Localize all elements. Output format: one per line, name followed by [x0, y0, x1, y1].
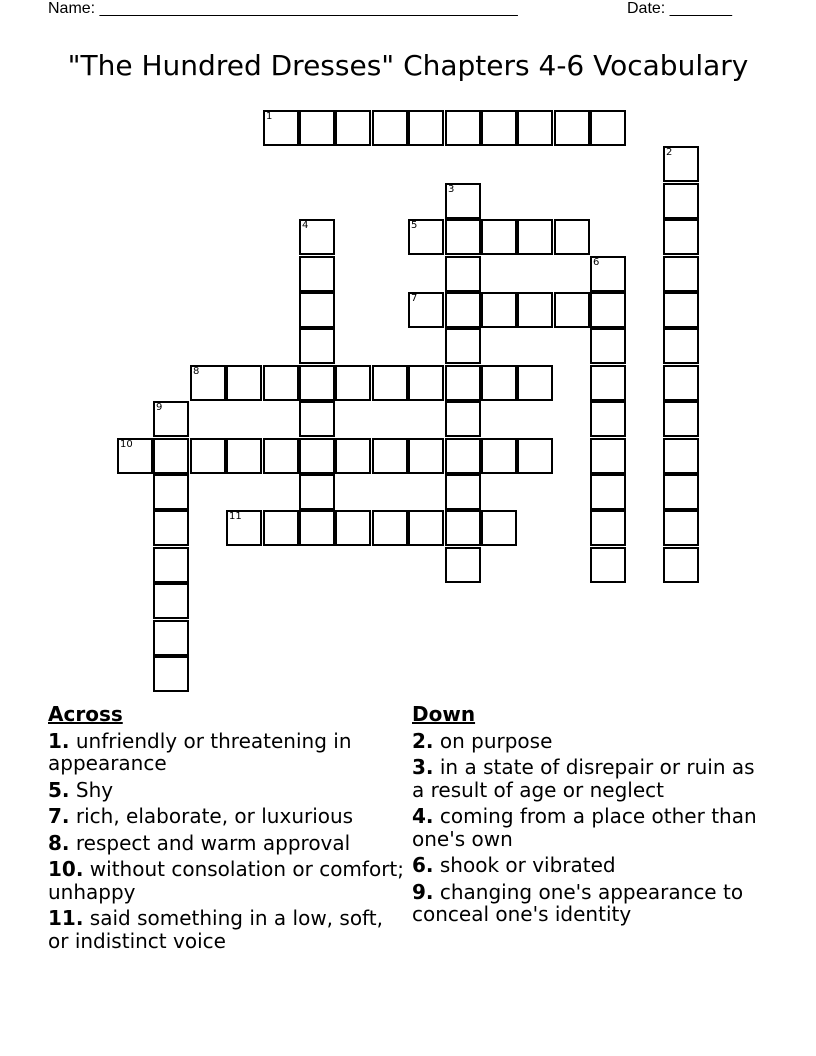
- grid-cell[interactable]: [554, 292, 590, 328]
- grid-cell[interactable]: [481, 438, 517, 474]
- grid-cell[interactable]: [408, 438, 444, 474]
- across-clues: [48, 703, 404, 956]
- clue-number-label: 2: [666, 147, 673, 158]
- grid-cell[interactable]: [445, 474, 481, 510]
- grid-cell[interactable]: [554, 219, 590, 255]
- grid-cell[interactable]: [445, 365, 481, 401]
- grid-cell[interactable]: [663, 510, 699, 546]
- grid-cell[interactable]: [663, 256, 699, 292]
- clue-number-label: 4: [302, 220, 309, 231]
- across-clue: 1. unfriendly or threatening in appearance: [48, 728, 352, 775]
- grid-cell[interactable]: [445, 292, 481, 328]
- clue-number-label: 8: [193, 366, 200, 377]
- grid-cell[interactable]: [408, 219, 444, 255]
- grid-cell[interactable]: [153, 474, 189, 510]
- grid-cell[interactable]: [590, 292, 626, 328]
- grid-cell[interactable]: [481, 510, 517, 546]
- grid-cell[interactable]: [299, 292, 335, 328]
- grid-cell[interactable]: [590, 328, 626, 364]
- clue-number-label: 3: [448, 184, 455, 195]
- grid-cell[interactable]: [226, 365, 262, 401]
- grid-cell[interactable]: [190, 365, 226, 401]
- grid-cell[interactable]: [299, 219, 335, 255]
- grid-cell[interactable]: [299, 510, 335, 546]
- grid-cell[interactable]: [372, 510, 408, 546]
- grid-cell[interactable]: [372, 110, 408, 146]
- grid-cell[interactable]: [590, 510, 626, 546]
- grid-cell[interactable]: [481, 219, 517, 255]
- down-clue: 9. changing one's appearance to conceal one's identity: [412, 879, 744, 926]
- date-field: Date: _______: [627, 0, 732, 17]
- grid-cell[interactable]: [663, 474, 699, 510]
- grid-cell[interactable]: [663, 365, 699, 401]
- grid-cell[interactable]: [517, 292, 553, 328]
- across-heading: Across: [48, 702, 123, 726]
- down-clue: 2. on purpose: [412, 728, 553, 753]
- grid-cell[interactable]: [408, 292, 444, 328]
- grid-cell[interactable]: [445, 219, 481, 255]
- grid-cell[interactable]: [590, 401, 626, 437]
- grid-cell[interactable]: [445, 110, 481, 146]
- grid-cell[interactable]: [299, 438, 335, 474]
- across-clue: 8. respect and warm approval: [48, 830, 351, 855]
- clue-number-label: 7: [411, 293, 418, 304]
- across-clue: 10. without consolation or comfort; unhappy: [48, 857, 404, 904]
- grid-cell[interactable]: [153, 438, 189, 474]
- grid-cell[interactable]: [663, 292, 699, 328]
- clue-number-label: 5: [411, 220, 418, 231]
- grid-cell[interactable]: [590, 438, 626, 474]
- grid-cell[interactable]: [372, 438, 408, 474]
- grid-cell[interactable]: [372, 365, 408, 401]
- grid-cell[interactable]: [299, 110, 335, 146]
- grid-cell[interactable]: [554, 110, 590, 146]
- grid-cell[interactable]: [445, 438, 481, 474]
- grid-cell[interactable]: [226, 510, 262, 546]
- grid-cell[interactable]: [445, 510, 481, 546]
- grid-cell[interactable]: [153, 620, 189, 656]
- grid-cell[interactable]: [299, 328, 335, 364]
- grid-cell[interactable]: [481, 292, 517, 328]
- grid-cell[interactable]: [481, 110, 517, 146]
- grid-cell[interactable]: [153, 401, 189, 437]
- grid-cell[interactable]: [263, 365, 299, 401]
- grid-cell[interactable]: [263, 438, 299, 474]
- grid-cell[interactable]: [335, 365, 371, 401]
- grid-cell[interactable]: [663, 401, 699, 437]
- clue-number-label: 10: [120, 439, 133, 450]
- grid-cell[interactable]: [335, 110, 371, 146]
- grid-cell[interactable]: [408, 365, 444, 401]
- grid-cell[interactable]: [663, 328, 699, 364]
- grid-cell[interactable]: [663, 146, 699, 182]
- grid-cell[interactable]: [590, 474, 626, 510]
- grid-cell[interactable]: [481, 365, 517, 401]
- grid-cell[interactable]: [663, 547, 699, 583]
- down-clue: 3. in a state of disrepair or ruin as a result of age or neglect: [412, 755, 755, 802]
- grid-cell[interactable]: [663, 183, 699, 219]
- grid-cell[interactable]: [153, 583, 189, 619]
- grid-cell[interactable]: [445, 547, 481, 583]
- grid-cell[interactable]: [299, 256, 335, 292]
- grid-cell[interactable]: [517, 438, 553, 474]
- grid-cell[interactable]: [263, 510, 299, 546]
- grid-cell[interactable]: [117, 438, 153, 474]
- grid-cell[interactable]: [445, 256, 481, 292]
- grid-cell[interactable]: [190, 438, 226, 474]
- clue-number-label: 1: [266, 111, 273, 122]
- grid-cell[interactable]: [299, 365, 335, 401]
- down-heading: Down: [412, 702, 476, 726]
- down-clue: 4. coming from a place other than one's own: [412, 804, 757, 851]
- grid-cell[interactable]: [445, 328, 481, 364]
- across-clue: 5. Shy: [48, 777, 114, 802]
- grid-cell[interactable]: [335, 510, 371, 546]
- page-title: "The Hundred Dresses" Chapters 4-6 Vocabulary: [67, 49, 749, 82]
- grid-cell[interactable]: [153, 547, 189, 583]
- grid-cell[interactable]: [517, 110, 553, 146]
- grid-cell[interactable]: [517, 365, 553, 401]
- clue-number-label: 6: [593, 257, 600, 268]
- grid-cell[interactable]: [590, 110, 626, 146]
- grid-cell[interactable]: [517, 219, 553, 255]
- grid-cell[interactable]: [663, 438, 699, 474]
- grid-cell[interactable]: [445, 401, 481, 437]
- across-clue: 11. said something in a low, soft, or indistinct voice: [48, 906, 383, 953]
- grid-cell[interactable]: [299, 401, 335, 437]
- clue-number-label: 11: [229, 511, 242, 522]
- across-clue: 7. rich, elaborate, or luxurious: [48, 804, 354, 828]
- grid-cell[interactable]: [153, 656, 189, 692]
- down-clues: [412, 703, 768, 930]
- grid-cell[interactable]: [408, 510, 444, 546]
- grid-cell[interactable]: [263, 110, 299, 146]
- grid-cell[interactable]: [445, 183, 481, 219]
- grid-cell[interactable]: [299, 474, 335, 510]
- name-field: Name: _______________________________________________: [48, 0, 518, 17]
- grid-cell[interactable]: [226, 438, 262, 474]
- clue-number-label: 9: [156, 402, 163, 413]
- grid-cell[interactable]: [335, 438, 371, 474]
- grid-cell[interactable]: [590, 256, 626, 292]
- grid-cell[interactable]: [590, 365, 626, 401]
- grid-cell[interactable]: [590, 547, 626, 583]
- grid-cell[interactable]: [408, 110, 444, 146]
- grid-cell[interactable]: [153, 510, 189, 546]
- grid-cell[interactable]: [663, 219, 699, 255]
- down-clue: 6. shook or vibrated: [412, 853, 616, 877]
